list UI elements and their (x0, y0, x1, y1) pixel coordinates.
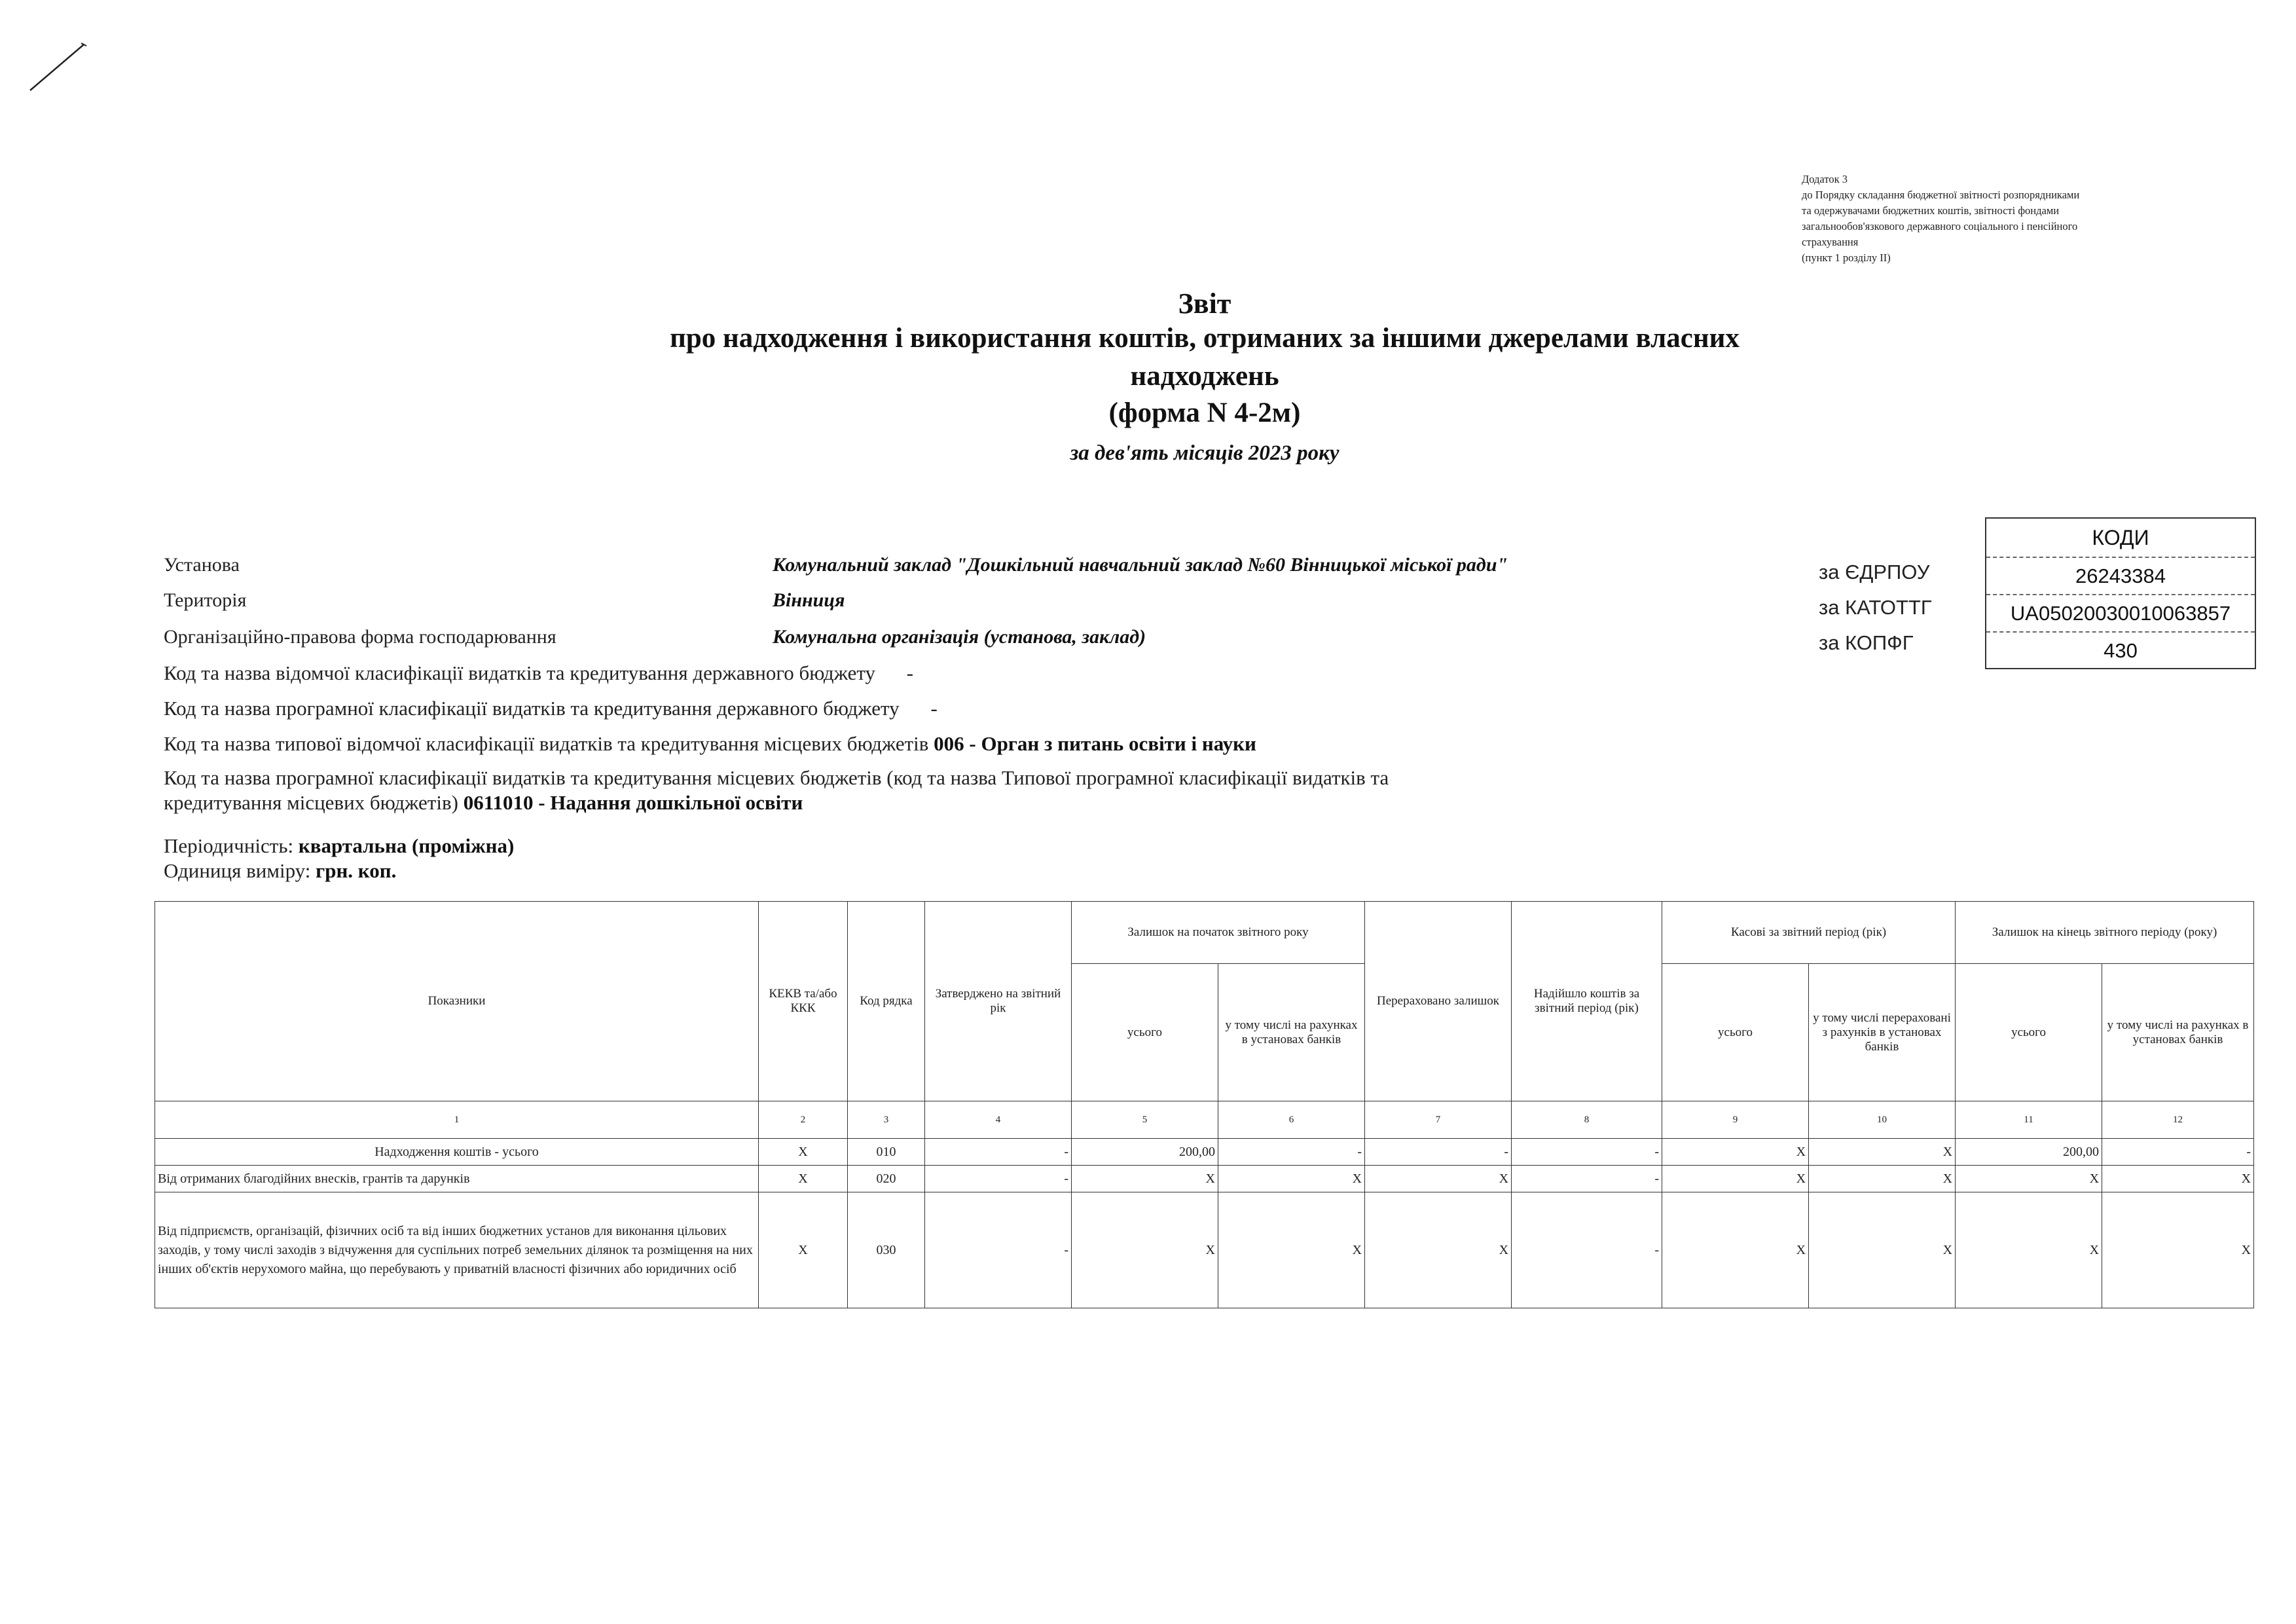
periodicity-label: Періодичність: (164, 834, 294, 857)
cell-balance-start-banks: X (1218, 1192, 1365, 1308)
table-header-row (155, 902, 2254, 964)
dept-local-class-label: Код та назва типової відомчої класифікації видатків та кредитування місцевих бюджетів (164, 732, 929, 755)
row-kekv: X (759, 1139, 848, 1166)
table-row-charity (155, 1166, 2254, 1192)
cell-balance-start-total: 200,00 (1072, 1139, 1218, 1166)
unit (164, 859, 396, 883)
cell-balance-end-total: X (1956, 1166, 2102, 1192)
col-balance-end-total: усього (1956, 964, 2102, 1101)
unit-label: Одиниця виміру: (164, 859, 311, 882)
cell-cash-total: X (1662, 1192, 1809, 1308)
report-title: Звіт (1178, 287, 1231, 320)
cell-cash-total: X (1662, 1139, 1809, 1166)
col-cash-transferred: у тому числі перераховані з рахунків в установах банків (1809, 964, 1956, 1101)
report-period: за дев'ять місяців 2023 року (1070, 441, 1339, 465)
dept-state-class (164, 661, 913, 685)
table-row-receipts-total (155, 1139, 2254, 1166)
appendix-note (1802, 172, 2247, 266)
col-number: 11 (1956, 1101, 2102, 1139)
col-row-code: Код рядка (848, 902, 925, 1101)
edrpou-label: за ЄДРПОУ (1819, 561, 1930, 583)
cell-balance-start-total: X (1072, 1192, 1218, 1308)
prog-local-class-label: кредитування місцевих бюджетів) (164, 791, 458, 814)
cell-received: - (1512, 1166, 1662, 1192)
row-kekv: X (759, 1166, 848, 1192)
row-code: 030 (848, 1192, 925, 1308)
column-numbers-row (155, 1101, 2254, 1139)
col-number: 12 (2102, 1101, 2254, 1139)
cell-cash-transferred: X (1809, 1139, 1956, 1166)
cell-balance-start-total: X (1072, 1166, 1218, 1192)
scan-pen-mark (26, 39, 92, 98)
col-number: 10 (1809, 1101, 1956, 1139)
col-number: 3 (848, 1101, 925, 1139)
report-table (155, 901, 2254, 1308)
prog-local-class-value: 0611010 - Надання дошкільної освіти (463, 791, 803, 814)
col-number: 7 (1365, 1101, 1512, 1139)
edrpou-code: 26243384 (1986, 558, 2255, 595)
report-subtitle-cont: надходжень (1130, 361, 1279, 392)
appendix-line: (пункт 1 розділу II) (1802, 251, 1891, 264)
cell-approved: - (925, 1166, 1072, 1192)
col-transferred: Перераховано залишок (1365, 902, 1512, 1101)
col-approved: Затверджено на звітний рік (925, 902, 1072, 1101)
col-cash-total: усього (1662, 964, 1809, 1101)
prog-state-class (164, 697, 938, 720)
kopfg-code: 430 (2104, 639, 2138, 662)
row-label: Від підприємств, організацій, фізичних осіб та від інших бюджетних установ для виконання цільових заходів, у тому числі заходів з відчуження для суспільних потреб земельних ділянок та розміщення на них інших об'єктів нерухомого майна, що перебувають у приватній власності фізичних або юридичних осіб (155, 1192, 759, 1308)
cell-cash-transferred: X (1809, 1192, 1956, 1308)
territory-label: Територія (164, 589, 247, 611)
cell-received: - (1512, 1192, 1662, 1308)
territory-value: Вінниця (773, 589, 845, 611)
dept-state-class-value: - (906, 661, 914, 684)
periodicity (164, 834, 514, 858)
institution-label: Установа (164, 554, 240, 576)
cell-balance-start-banks: X (1218, 1166, 1365, 1192)
cell-approved: - (925, 1139, 1072, 1166)
appendix-line: загальнообов'язкового державного соціального і пенсійного (1802, 220, 2078, 232)
dept-local-class-value: 006 - Орган з питань освіти і науки (934, 732, 1256, 755)
col-received: Надійшло коштів за звітний період (рік) (1512, 902, 1662, 1101)
col-cash: Касові за звітний період (рік) (1662, 902, 1956, 964)
cell-balance-end-total: 200,00 (1956, 1139, 2102, 1166)
col-number: 8 (1512, 1101, 1662, 1139)
prog-local-class-line1: Код та назва програмної класифікації видатків та кредитування місцевих бюджетів (код та назва Типової програмної класифікації видатків та (164, 766, 1389, 789)
report-form-number: (форма N 4-2м) (1108, 397, 1301, 428)
legal-form-label: Організаційно-правова форма господарювання (164, 626, 556, 648)
col-number: 5 (1072, 1101, 1218, 1139)
row-kekv: X (759, 1192, 848, 1308)
katottg-code: UA05020030010063857 (1986, 595, 2255, 633)
periodicity-value: квартальна (проміжна) (298, 834, 515, 857)
cell-transferred: X (1365, 1166, 1512, 1192)
col-balance-start-banks: у тому числі на рахунках в установах банків (1218, 964, 1365, 1101)
col-balance-end: Залишок на кінець звітного періоду (року) (1956, 902, 2254, 964)
col-balance-start: Залишок на початок звітного року (1072, 902, 1365, 964)
cell-balance-start-banks: - (1218, 1139, 1365, 1166)
prog-state-class-value: - (930, 697, 938, 720)
cell-received: - (1512, 1139, 1662, 1166)
appendix-line: до Порядку складання бюджетної звітності розпорядниками (1802, 189, 2080, 201)
prog-state-class-label: Код та назва програмної класифікації видатків та кредитування державного бюджету (164, 697, 900, 720)
cell-cash-transferred: X (1809, 1166, 1956, 1192)
table-row-targeted (155, 1192, 2254, 1308)
katottg-label: за КАТОТТГ (1819, 596, 1932, 619)
row-code: 020 (848, 1166, 925, 1192)
appendix-line: Додаток 3 (1802, 173, 1848, 185)
prog-local-class-line2 (164, 791, 803, 815)
cell-transferred: - (1365, 1139, 1512, 1166)
cell-cash-total: X (1662, 1166, 1809, 1192)
row-label: Надходження коштів - усього (155, 1139, 759, 1166)
col-number: 9 (1662, 1101, 1809, 1139)
report-subtitle: про надходження і використання коштів, отриманих за іншими джерелами власних (670, 323, 1740, 354)
codes-box (1985, 517, 2256, 669)
dept-state-class-label: Код та назва відомчої класифікації видатків та кредитування державного бюджету (164, 661, 876, 684)
col-number: 1 (155, 1101, 759, 1139)
col-kekv: КЕКВ та/або ККК (759, 902, 848, 1101)
cell-balance-end-banks: - (2102, 1139, 2254, 1166)
appendix-line: та одержувачами бюджетних коштів, звітності фондами (1802, 204, 2060, 217)
row-code: 010 (848, 1139, 925, 1166)
col-number: 2 (759, 1101, 848, 1139)
cell-balance-end-banks: X (2102, 1166, 2254, 1192)
unit-value: грн. коп. (316, 859, 397, 882)
col-balance-start-total: усього (1072, 964, 1218, 1101)
legal-form-value: Комунальна організація (установа, заклад) (773, 626, 1146, 648)
col-indicators: Показники (155, 902, 759, 1101)
cell-balance-end-banks: X (2102, 1192, 2254, 1308)
cell-transferred: X (1365, 1192, 1512, 1308)
col-number: 6 (1218, 1101, 1365, 1139)
codes-header: КОДИ (1986, 519, 2255, 558)
col-balance-end-banks: у тому числі на рахунках в установах банків (2102, 964, 2254, 1101)
kopfg-label: за КОПФГ (1819, 631, 1914, 654)
appendix-line: страхування (1802, 236, 1859, 248)
cell-approved: - (925, 1192, 1072, 1308)
row-label: Від отриманих благодійних внесків, грантів та дарунків (155, 1166, 759, 1192)
col-number: 4 (925, 1101, 1072, 1139)
cell-balance-end-total: X (1956, 1192, 2102, 1308)
dept-local-class (164, 732, 1256, 756)
institution-value: Комунальний заклад "Дошкільний навчальний заклад №60 Вінницької міської ради" (773, 554, 1508, 576)
